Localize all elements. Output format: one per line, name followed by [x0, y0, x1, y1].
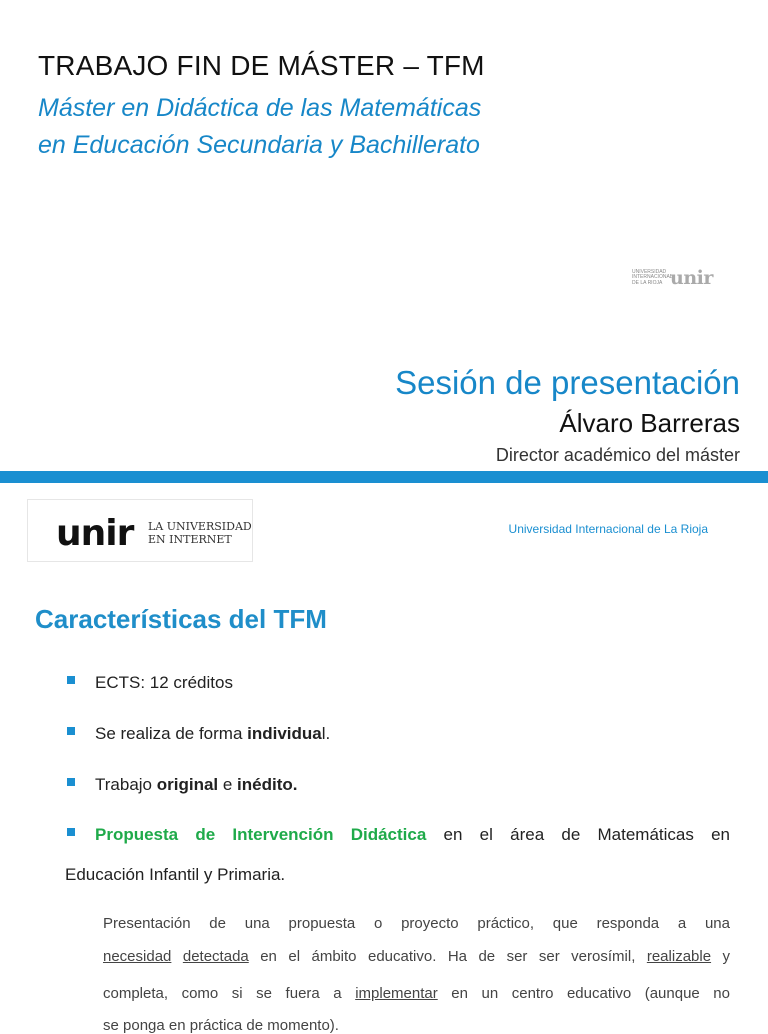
- bullet-proposal-continuation: Educación Infantil y Primaria.: [65, 865, 286, 884]
- bullet-ects-text: ECTS: 12 créditos: [95, 673, 233, 692]
- paragraph-line-3: [103, 985, 730, 1002]
- bullet-proposal: [67, 825, 730, 845]
- section-heading: Características del TFM: [35, 604, 327, 634]
- paragraph-line-2: [103, 948, 730, 965]
- unir-logo-tagline: [148, 520, 252, 546]
- bullet-individual-end: l.: [321, 724, 331, 743]
- unir-logo: [27, 499, 253, 562]
- university-name: Universidad Internacional de La Rioja: [508, 522, 708, 536]
- small-logo-caption-2: INTERNACIONAL: [632, 274, 673, 281]
- paragraph-line-2-end: y: [722, 948, 731, 965]
- bullet-original-mid: e: [218, 775, 238, 794]
- small-logo-word: unir: [670, 267, 713, 289]
- logo-tag-line-2: EN INTERNET: [148, 533, 232, 546]
- small-logo-caption-1: UNIVERSIDAD: [632, 268, 667, 275]
- bullet-original: [67, 775, 298, 795]
- unir-logo-word: unir: [56, 513, 134, 554]
- bullet-square-icon: [67, 778, 75, 786]
- title-slide: [0, 0, 768, 470]
- bullet-square-icon: [67, 727, 75, 735]
- bullet-individual-bold: individua: [247, 724, 322, 743]
- content-slide: [0, 483, 768, 1034]
- slide-title: TRABAJO FIN DE MÁSTER – TFM: [38, 50, 485, 81]
- bullet-proposal-highlight: Propuesta de Intervención Didáctica: [95, 825, 427, 844]
- subtitle-line-2: en Educación Secundaria y Bachillerato: [38, 131, 480, 159]
- bullet-ects: [67, 673, 233, 693]
- slide-divider: [0, 471, 768, 483]
- bullet-individual: [67, 724, 330, 744]
- bullet-proposal-rest: en el área de Matemáticas en: [443, 825, 731, 844]
- bullet-individual-text: Se realiza de forma: [95, 724, 248, 743]
- subtitle-line-1: Máster en Didáctica de las Matemáticas: [38, 94, 482, 122]
- bullet-original-text: Trabajo: [95, 775, 157, 794]
- session-title: Sesión de presentación: [395, 364, 740, 401]
- underlined-detectada: detectada: [182, 948, 249, 965]
- underlined-realizable: realizable: [646, 948, 712, 965]
- paragraph-line-3-end: en un centro educativo (aunque no: [451, 985, 730, 1002]
- presenter-name: Álvaro Barreras: [559, 408, 740, 438]
- unir-small-logo: [632, 267, 713, 289]
- underlined-necesidad: necesidad: [103, 948, 172, 965]
- slide-subtitle: [38, 90, 481, 164]
- paragraph-line-3-text: completa, como si se fuera a: [103, 985, 342, 1002]
- bullet-original-bold: original: [156, 775, 219, 794]
- bullet-square-icon: [67, 676, 75, 684]
- small-logo-caption: [632, 268, 673, 287]
- bullet-square-icon: [67, 828, 75, 836]
- small-logo-caption-3: DE LA RIOJA: [632, 279, 663, 286]
- paragraph-line-1: Presentación de una propuesta o proyecto práctico, que responda a una: [103, 915, 730, 932]
- logo-tag-line-1: LA UNIVERSIDAD: [148, 520, 252, 533]
- paragraph-line-4: se ponga en práctica de momento).: [103, 1017, 339, 1034]
- paragraph-line-2-text: en el ámbito educativo. Ha de ser ser verosímil,: [260, 948, 636, 965]
- presenter-role: Director académico del máster: [495, 445, 740, 465]
- bullet-inedito-bold: inédito.: [237, 775, 298, 794]
- underlined-implementar: implementar: [355, 985, 438, 1002]
